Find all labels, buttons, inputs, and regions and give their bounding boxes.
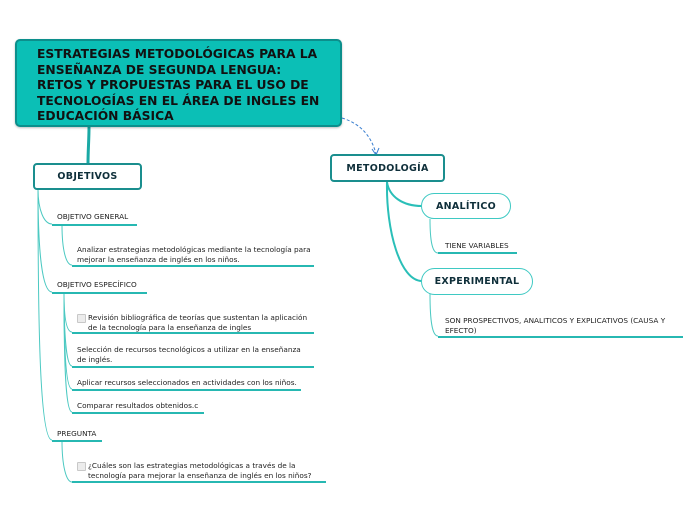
checkbox-icon[interactable]	[77, 314, 86, 323]
relationship-arrow	[342, 118, 376, 154]
connector-especifico-1	[64, 293, 72, 332]
objetivo-general-underline	[52, 224, 137, 226]
checkbox-icon[interactable]	[77, 462, 86, 471]
connector-objetivos-pregunta	[38, 189, 52, 440]
especifico-item-3-underline	[72, 389, 301, 391]
connector-experimental-text	[430, 294, 438, 336]
analitico-text-underline	[438, 252, 517, 254]
analitico-node[interactable]	[421, 193, 511, 219]
pregunta-label[interactable]: PREGUNTA	[57, 429, 97, 438]
connector-general-text	[62, 225, 72, 265]
objetivo-general-text[interactable]: Analizar estrategias metodológicas mediante la tecnología para mejorar la enseñanza de inglés en los niños.	[77, 245, 311, 264]
experimental-text-underline	[438, 336, 683, 338]
experimental-label: EXPERIMENTAL	[434, 276, 520, 287]
connector-objetivos-general	[38, 189, 52, 224]
especifico-item-2-underline	[72, 366, 314, 368]
connector-especifico-3	[64, 293, 72, 389]
connector-main-objetivos	[88, 127, 89, 164]
metodologia-label: METODOLOGÍA	[346, 162, 429, 174]
objetivo-especifico-underline	[52, 292, 147, 294]
analitico-text[interactable]: TIENE VARIABLES	[445, 241, 509, 250]
especifico-item-3[interactable]: Aplicar recursos seleccionados en actividades con los niños.	[77, 378, 297, 387]
connector-analitico-text	[430, 219, 438, 253]
connector-pregunta-text	[62, 441, 72, 482]
especifico-item-4[interactable]: Comparar resultados obtenidos.c	[77, 401, 199, 410]
experimental-node[interactable]	[421, 268, 533, 295]
connector-objetivos-especifico	[38, 189, 52, 292]
especifico-item-4-underline	[72, 412, 204, 414]
analitico-label: ANALÍTICO	[435, 200, 496, 212]
experimental-text[interactable]: SON PROSPECTIVOS, ANALITICOS Y EXPLICATIVOS (CAUSA Y EFECTO)	[445, 316, 666, 335]
objetivo-general-text-underline	[72, 265, 314, 267]
connector-metodologia-experimental	[387, 182, 422, 281]
main-topic[interactable]: ESTRATEGIAS METODOLÓGICAS PARA LA ENSEÑANZA DE SEGUNDA LENGUA: RETOS Y PROPUESTAS PARA EL USO DE TECNOLOGÍAS EN EL ÁREA DE INGLES EN EDUCACIÓN BÁSICA	[15, 39, 342, 127]
pregunta-text: ¿Cuáles son las estrategias metodológicas a través de la tecnología para mejorar la enseñanza de inglés en los niños?	[88, 461, 312, 480]
objetivo-especifico-label[interactable]: OBJETIVO ESPECÍFICO	[57, 280, 137, 289]
connector-especifico-2	[64, 293, 72, 366]
connector-metodologia-analitico	[387, 182, 422, 206]
metodologia-node[interactable]	[330, 154, 445, 182]
objetivos-node[interactable]	[33, 163, 142, 190]
pregunta-item[interactable]	[77, 461, 327, 480]
especifico-item-1-text: Revisión bibliográfica de teorías que sustentan la aplicación de la tecnología para la enseñanza de ingles	[88, 313, 308, 332]
especifico-item-1[interactable]	[77, 313, 317, 332]
objetivos-label: OBJETIVOS	[57, 171, 118, 182]
connector-especifico-4	[64, 293, 72, 412]
pregunta-underline	[52, 440, 102, 442]
objetivo-general-label[interactable]: OBJETIVO GENERAL	[57, 212, 129, 221]
especifico-item-1-underline	[72, 332, 314, 334]
pregunta-text-underline	[72, 481, 326, 483]
especifico-item-2[interactable]: Selección de recursos tecnológicos a utilizar en la enseñanza de inglés.	[77, 345, 301, 364]
